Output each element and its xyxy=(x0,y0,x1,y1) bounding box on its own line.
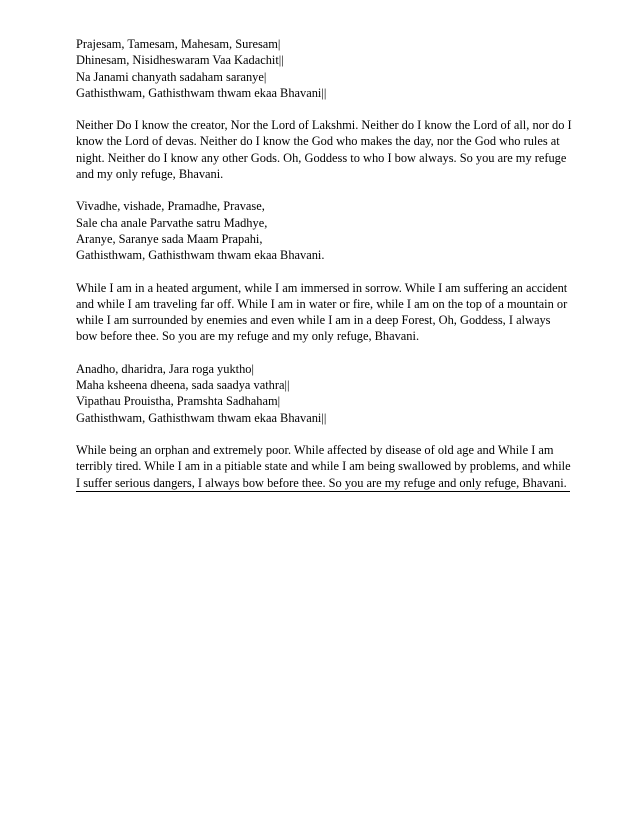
verse-line: Dhinesam, Nisidheswaram Vaa Kadachit|| xyxy=(76,53,284,68)
translation-paragraph-3: While being an orphan and extremely poor. While affected by disease of old age and While I am terribly tired. While I am in a pitiable state and while I am being swallowed by problems, and while I suffer serious dangers, I always bow before thee. So you are my refuge and only refuge, Bhavani. xyxy=(76,442,571,490)
verse-line: Vipathau Prouistha, Pramshta Sadhaham| xyxy=(76,394,281,409)
translation-paragraph-1: Neither Do I know the creator, Nor the Lord of Lakshmi. Neither do I know the Lord of all, nor do I know the Lord of devas. Neither do I know the God who makes the day, nor the God who rules at night. Neither do I know any other Gods. Oh, Goddess to who I bow always. So you are my refuge and my only refuge, Bhavani. xyxy=(76,118,572,182)
verse-line: Gathisthwam, Gathisthwam thwam ekaa Bhavani|| xyxy=(76,410,327,425)
verse-stanza-3 xyxy=(76,361,572,426)
verse-line: Gathisthwam, Gathisthwam thwam ekaa Bhavani|| xyxy=(76,85,327,100)
verse-line: Na Janami chanyath sadaham saranye| xyxy=(76,69,267,84)
verse-line: Anadho, dharidra, Jara roga yuktho| xyxy=(76,361,254,376)
verse-line: Gathisthwam, Gathisthwam thwam ekaa Bhavani. xyxy=(76,248,325,263)
verse-stanza-2 xyxy=(76,198,572,263)
verse-line: Prajesam, Tamesam, Mahesam, Suresam| xyxy=(76,37,281,51)
verse-line: Aranye, Saranye sada Maam Prapahi, xyxy=(76,231,263,246)
verse-line: Maha ksheena dheena, sada saadya vathra|| xyxy=(76,378,290,393)
document-page xyxy=(76,36,572,492)
verse-stanza-1 xyxy=(76,36,572,101)
horizontal-divider xyxy=(76,491,570,492)
verse-line: Sale cha anale Parvathe satru Madhye, xyxy=(76,215,268,230)
translation-paragraph-2: While I am in a heated argument, while I am immersed in sorrow. While I am suffering an accident and while I am traveling far off. While I am in water or fire, while I am on the top of a mountain or while I am surrounded by enemies and even while I am in a deep Forest, Oh, Goddess, I always bow before thee. So you are my refuge and my only refuge, Bhavani. xyxy=(76,280,568,344)
verse-line: Vivadhe, vishade, Pramadhe, Pravase, xyxy=(76,199,265,214)
